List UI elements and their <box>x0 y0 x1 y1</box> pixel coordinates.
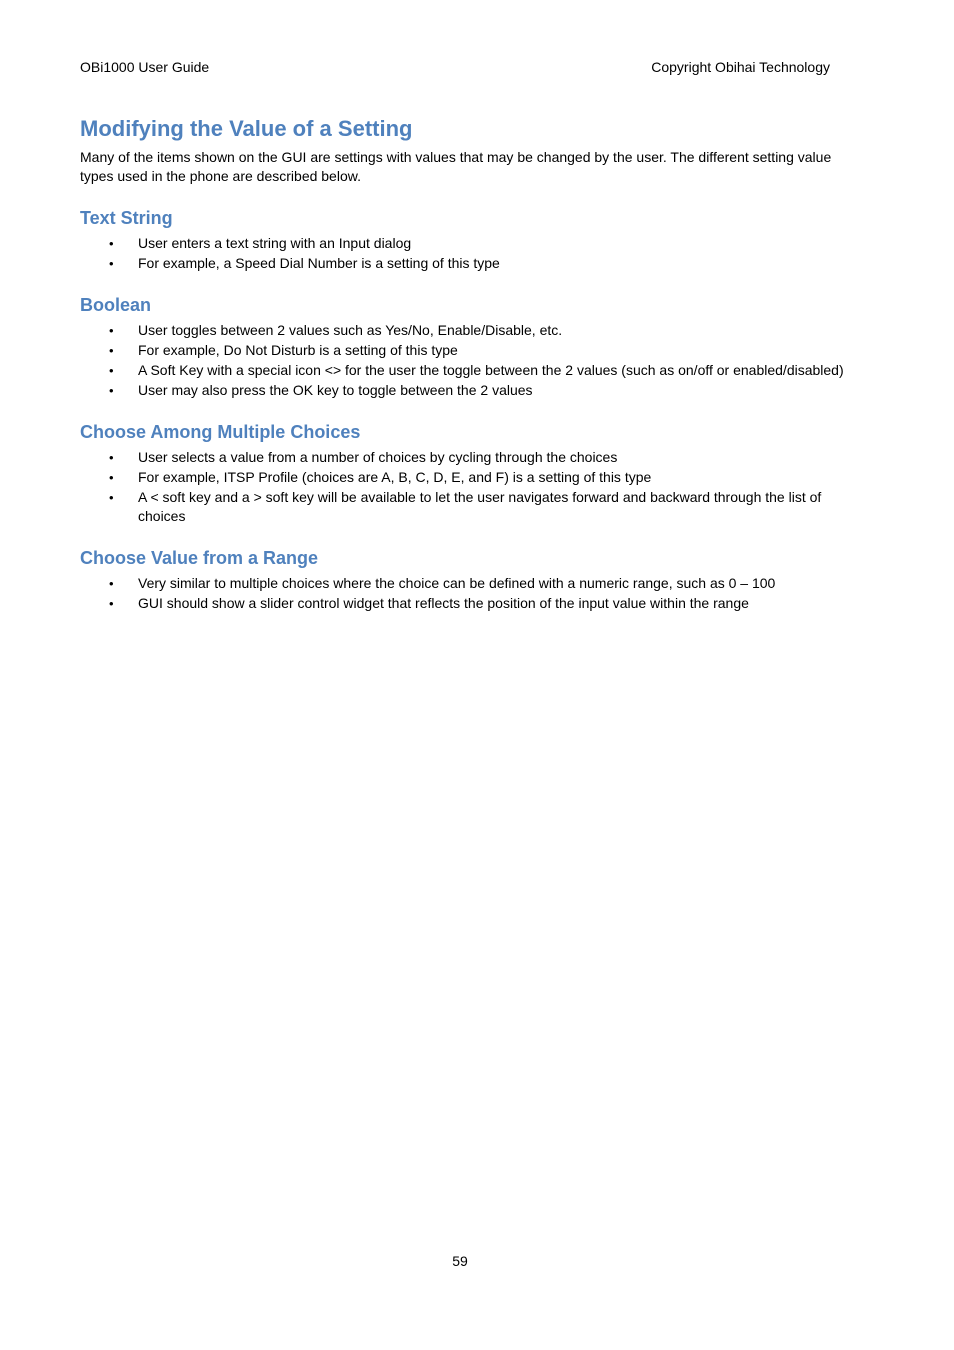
list-item <box>80 321 844 340</box>
header-copyright: Copyright Obihai Technology <box>651 59 830 75</box>
list-item <box>80 468 844 487</box>
bullet-list-multiple-choices <box>80 448 844 526</box>
list-item-text: A Soft Key with a special icon <> for the user the toggle between the 2 values (such as on/off or enabled/disabled) <box>138 362 844 378</box>
list-item-text: For example, a Speed Dial Number is a setting of this type <box>138 255 500 271</box>
bullet-glyph: • <box>109 343 114 358</box>
bullet-glyph: • <box>109 450 114 465</box>
bullet-glyph: • <box>109 256 114 271</box>
bullet-glyph: • <box>109 576 114 591</box>
list-item-text: User selects a value from a number of choices by cycling through the choices <box>138 449 618 465</box>
list-item <box>80 361 844 380</box>
bullet-glyph: • <box>109 490 114 505</box>
list-item-text: For example, Do Not Disturb is a setting of this type <box>138 342 458 358</box>
list-item <box>80 234 844 253</box>
page-title: Modifying the Value of a Setting <box>80 116 413 141</box>
bullet-list-value-range <box>80 574 844 613</box>
header-doc-title: OBi1000 User Guide <box>80 59 210 75</box>
section-heading-value-range: Choose Value from a Range <box>80 548 319 568</box>
section-heading-text-string: Text String <box>80 208 173 228</box>
list-item-text: GUI should show a slider control widget that reflects the position of the input value within the range <box>138 595 749 611</box>
list-item-text: User enters a text string with an Input dialog <box>138 235 412 251</box>
page-content <box>80 114 844 614</box>
list-item-text: Very similar to multiple choices where the choice can be defined with a numeric range, such as 0 – 100 <box>138 575 776 591</box>
list-item <box>80 341 844 360</box>
list-item <box>80 448 844 467</box>
bullet-glyph: • <box>109 323 114 338</box>
list-item-text: For example, ITSP Profile (choices are A, B, C, D, E, and F) is a setting of this type <box>138 469 652 485</box>
section-heading-boolean: Boolean <box>80 295 152 315</box>
list-item <box>80 254 844 273</box>
section-heading-multiple-choices: Choose Among Multiple Choices <box>80 422 361 442</box>
intro-paragraph: Many of the items shown on the GUI are settings with values that may be changed by the user. The different setting value types used in the phone are described below. <box>80 149 832 184</box>
bullet-list-text-string <box>80 234 844 273</box>
list-item <box>80 381 844 400</box>
page-number: 59 <box>452 1253 468 1269</box>
bullet-glyph: • <box>109 236 114 251</box>
bullet-list-boolean <box>80 321 844 400</box>
list-item-text: User may also press the OK key to toggle between the 2 values <box>138 382 533 398</box>
list-item <box>80 488 844 526</box>
list-item-text: User toggles between 2 values such as Yes/No, Enable/Disable, etc. <box>138 322 563 338</box>
list-item-text: A < soft key and a > soft key will be available to let the user navigates forward and backward through the list of choices <box>138 489 822 524</box>
bullet-glyph: • <box>109 470 114 485</box>
bullet-glyph: • <box>109 596 114 611</box>
bullet-glyph: • <box>109 383 114 398</box>
list-item <box>80 594 844 613</box>
list-item <box>80 574 844 593</box>
bullet-glyph: • <box>109 363 114 378</box>
